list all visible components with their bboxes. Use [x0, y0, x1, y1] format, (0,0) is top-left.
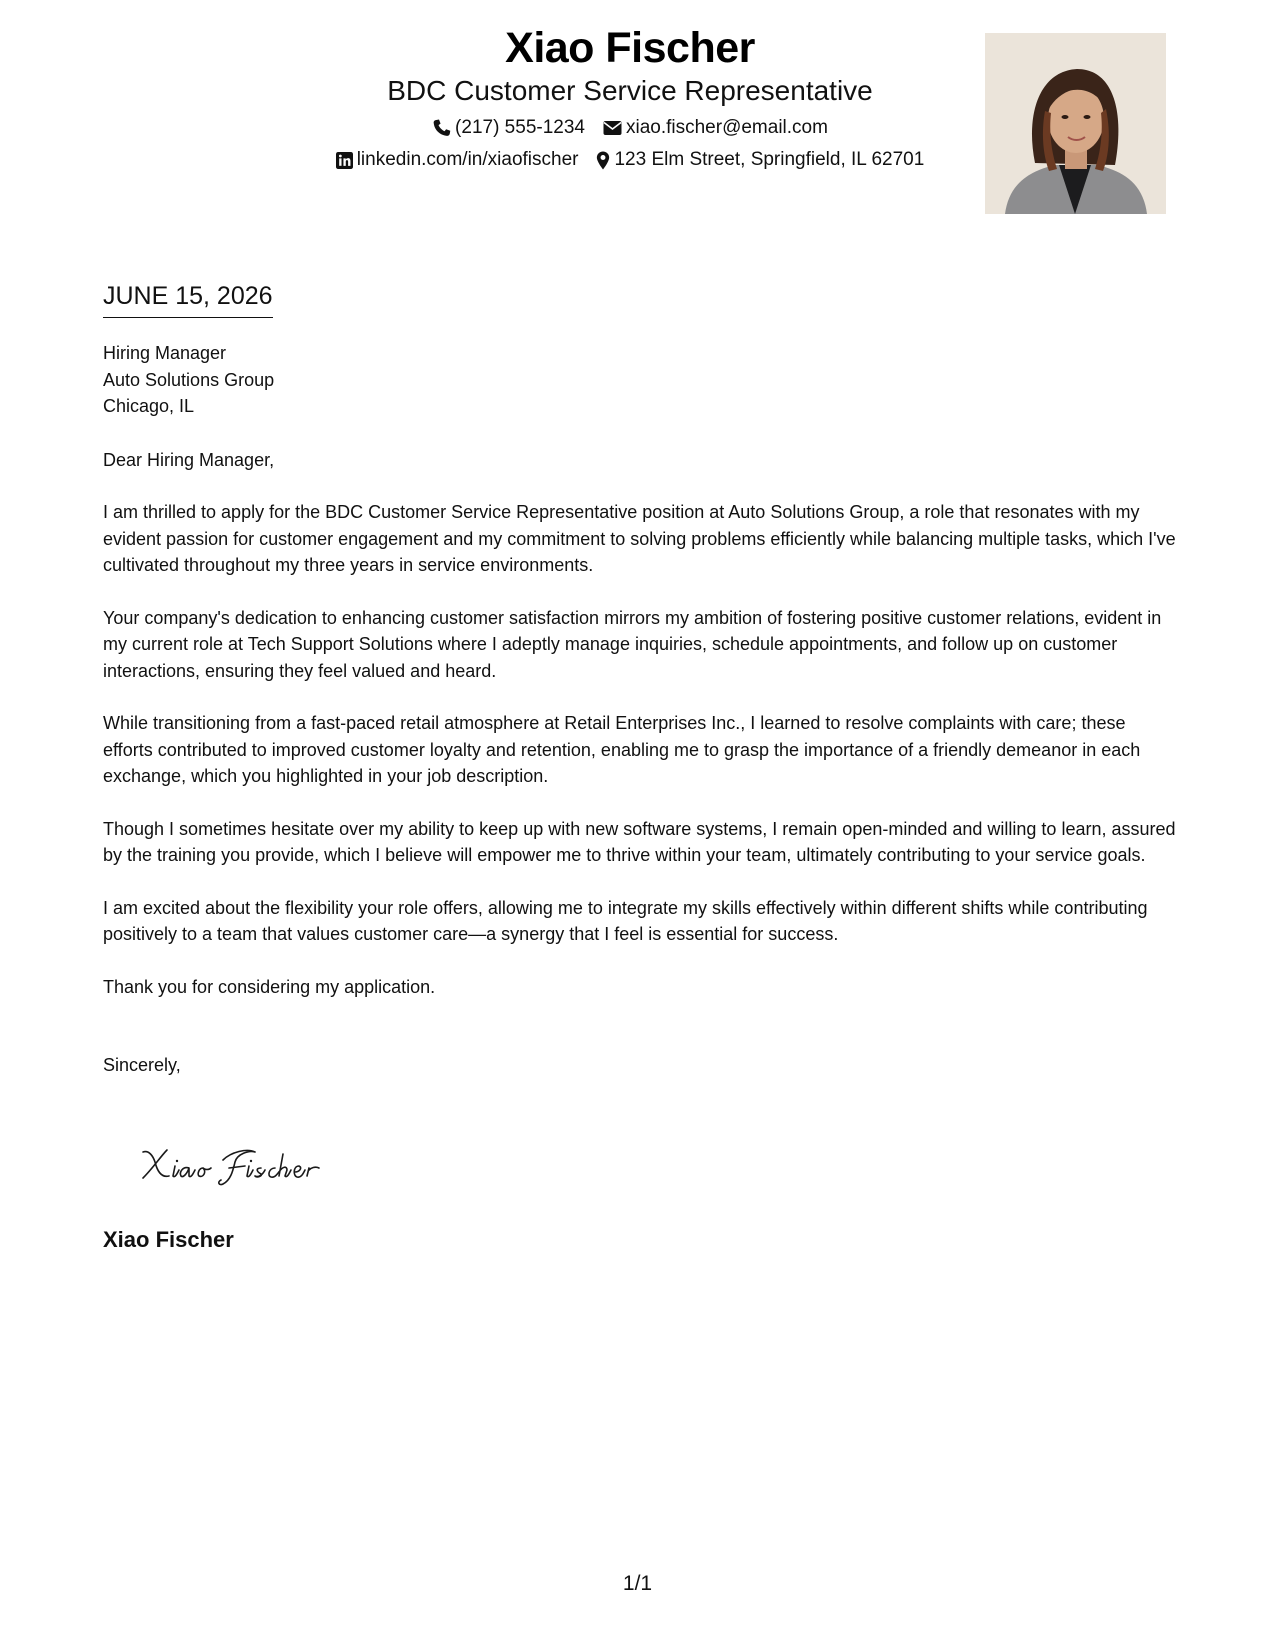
- applicant-name: Xiao Fischer: [505, 24, 755, 72]
- contact-address: [596, 148, 924, 172]
- letter-body: [103, 340, 1178, 1079]
- recipient-location: Chicago, IL: [103, 396, 195, 416]
- recipient-name: Hiring Manager: [103, 343, 227, 363]
- recipient-block: [103, 340, 1178, 420]
- applicant-title: BDC Customer Service Representative: [387, 75, 873, 106]
- header-text-block: [280, 20, 980, 172]
- email-address: xiao.fischer@email.com: [625, 117, 828, 138]
- profile-photo: [985, 33, 1166, 214]
- paragraph-3: While transitioning from a fast-paced retail atmosphere at Retail Enterprises Inc., I learned to resolve complaints with care; these efforts contributed to improved customer loyalty and retention, enabling me to grasp the importance of a friendly demeanor in each exchange, which you highlighted in your job description.: [103, 713, 1141, 786]
- handwritten-signature: [137, 1140, 337, 1190]
- map-marker-icon: [596, 151, 610, 170]
- contact-email: [603, 116, 828, 140]
- paragraph-2: Your company's dedication to enhancing customer satisfaction mirrors my ambition of fostering positive customer relations, evident in my current role at Tech Support Solutions where I adeptly manage inquiries, schedule appointments, and follow up on customer interactions, ensuring they feel valued and heard.: [103, 607, 1162, 681]
- contact-linkedin: [336, 148, 579, 172]
- paragraph-4: Though I sometimes hesitate over my ability to keep up with new software systems, I remain open-minded and willing to learn, assured by the training you provide, which I believe will empower me to thrive within your team, ultimately contributing to your service goals.: [103, 818, 1176, 865]
- salutation: Dear Hiring Manager,: [103, 449, 275, 470]
- letter-header: [0, 20, 1275, 220]
- paragraph-6: Thank you for considering my application.: [103, 976, 436, 997]
- paragraph-1: I am thrilled to apply for the BDC Customer Service Representative position at Auto Solutions Group, a role that resonates with my evident passion for customer engagement and my commitment to solving problems efficiently while balancing multiple tasks, which I've cultivated throughout my three years in service environments.: [103, 502, 1176, 575]
- phone-number: (217) 555-1234: [455, 117, 585, 138]
- contact-phone: [432, 116, 585, 140]
- closing: Sincerely,: [103, 1055, 181, 1075]
- linkedin-url: linkedin.com/in/xiaofischer: [356, 149, 579, 170]
- signer-name: Xiao Fischer: [103, 1227, 234, 1252]
- contact-row-1: [280, 116, 980, 140]
- street-address: 123 Elm Street, Springfield, IL 62701: [614, 149, 925, 170]
- paragraph-5: I am excited about the flexibility your role offers, allowing me to integrate my skills effectively within different shifts while contributing positively to a team that values customer care—a synergy that I feel is essential for success.: [103, 897, 1148, 944]
- envelope-icon: [603, 120, 622, 136]
- linkedin-icon: [336, 152, 353, 169]
- phone-icon: [432, 119, 451, 138]
- contact-row-2: [280, 148, 980, 172]
- recipient-company: Auto Solutions Group: [103, 369, 275, 390]
- letter-date: JUNE 15, 2026: [103, 279, 273, 318]
- page-number: 1/1: [622, 1572, 653, 1595]
